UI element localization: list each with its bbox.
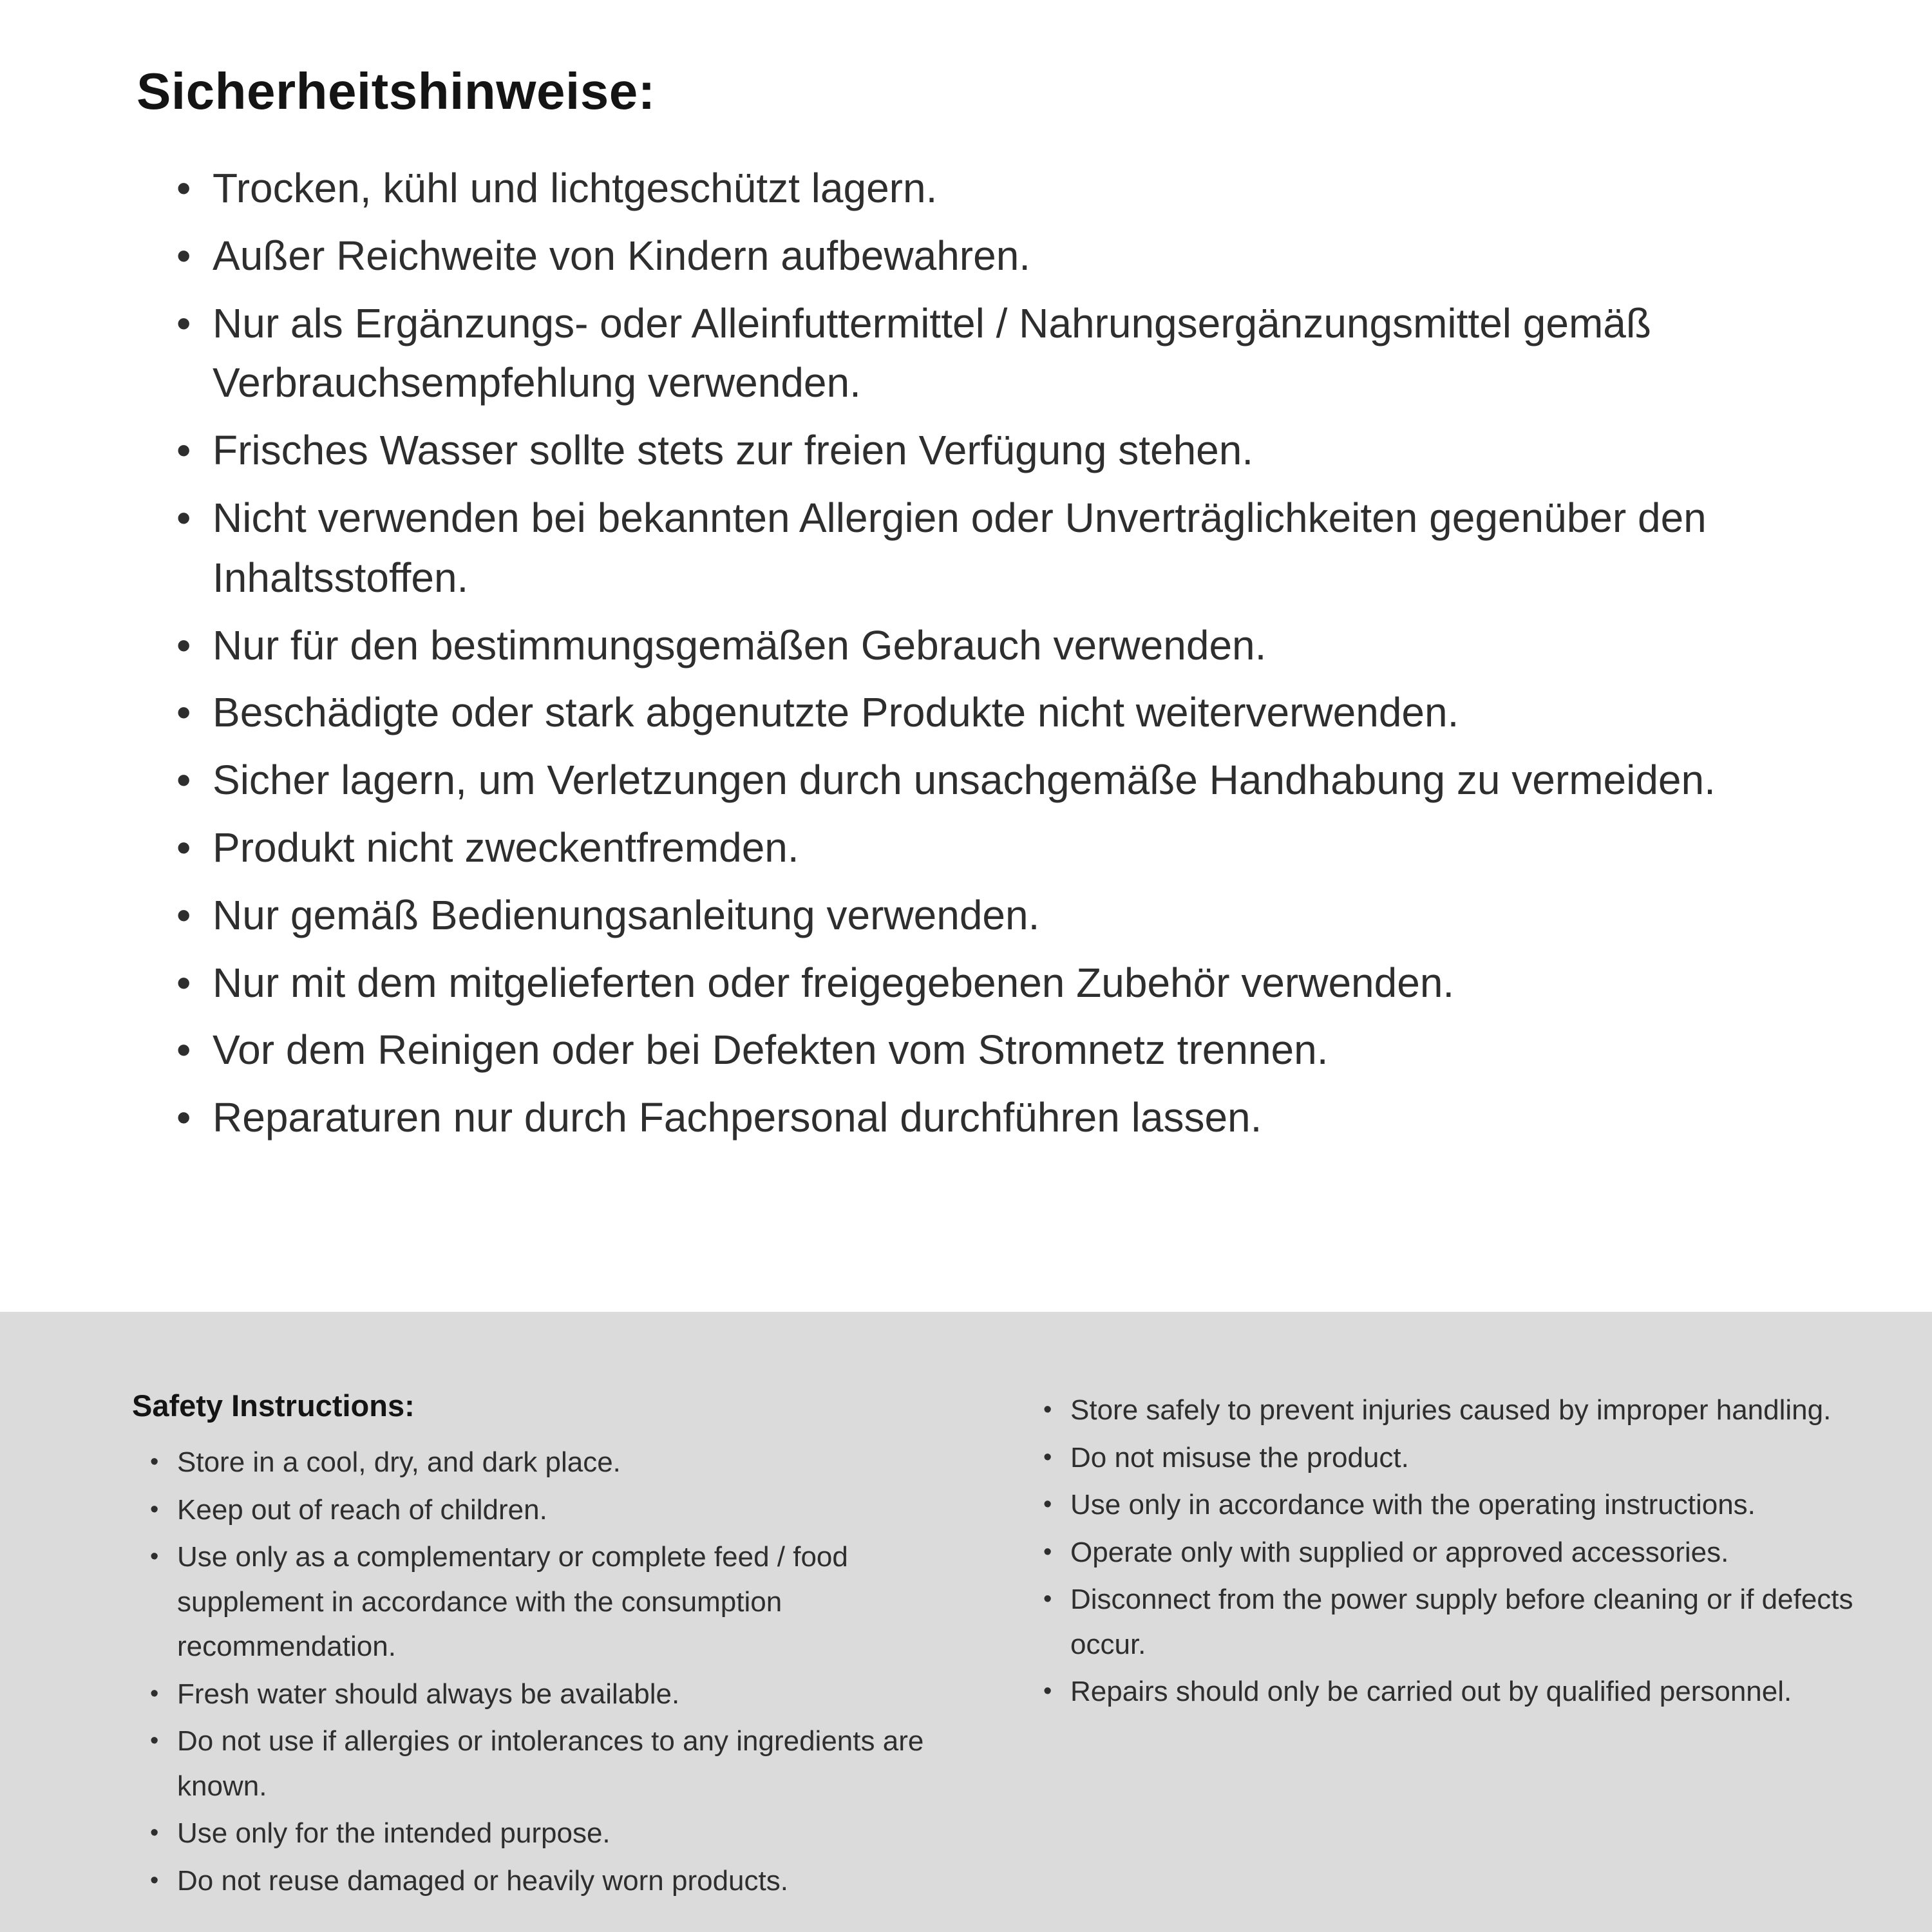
english-safety-item [150, 1719, 982, 1808]
german-safety-item [176, 886, 1829, 945]
german-safety-item [176, 488, 1829, 608]
english-right-column [1043, 1388, 1855, 1717]
german-safety-item-text: Trocken, kühl und lichtgeschützt lagern. [213, 165, 938, 211]
english-safety-item-text: Keep out of reach of children. [177, 1493, 547, 1526]
german-safety-item-text: Außer Reichweite von Kindern aufbewahren. [213, 232, 1031, 279]
german-safety-item-text: Nur gemäß Bedienungsanleitung verwenden. [213, 891, 1040, 938]
german-safety-list [137, 158, 1829, 1148]
german-safety-item-text: Produkt nicht zweckentfremden. [213, 824, 799, 871]
german-safety-item [176, 1020, 1829, 1080]
english-safety-item [1043, 1577, 1855, 1667]
german-safety-item-text: Vor dem Reinigen oder bei Defekten vom Stromnetz trennen. [213, 1027, 1329, 1074]
english-safety-item [150, 1488, 982, 1533]
english-safety-item-text: Fresh water should always be available. [177, 1678, 680, 1710]
german-safety-item-text: Nicht verwenden bei bekannten Allergien oder Unverträglichkeiten gegenüber den Inhaltsstoffen. [213, 494, 1707, 601]
english-safety-item [1043, 1669, 1855, 1714]
english-safety-item [150, 1859, 982, 1904]
english-safety-item-text: Repairs should only be carried out by qualified personnel. [1070, 1676, 1792, 1708]
german-safety-item-text: Sicher lagern, um Verletzungen durch unsachgemäße Handhabung zu vermeiden. [213, 757, 1716, 804]
english-safety-item-text: Do not misuse the product. [1070, 1441, 1409, 1473]
english-safety-section [0, 1312, 1932, 1932]
german-safety-item-text: Beschädigte oder stark abgenutzte Produkte nicht weiterverwenden. [213, 689, 1459, 736]
english-safety-item-text: Use only for the intended purpose. [177, 1817, 611, 1850]
english-columns [132, 1388, 1853, 1906]
german-safety-item [176, 158, 1829, 218]
english-left-list [132, 1440, 982, 1903]
german-safety-item-text: Nur mit dem mitgelieferten oder freigegebenen Zubehör verwenden. [213, 959, 1455, 1006]
german-safety-item-text: Nur für den bestimmungsgemäßen Gebrauch verwenden. [213, 621, 1267, 668]
german-heading: Sicherheitshinweise: [137, 62, 656, 120]
german-safety-item [176, 421, 1829, 480]
english-right-list [1043, 1388, 1855, 1714]
german-safety-item-text: Reparaturen nur durch Fachpersonal durchführen lassen. [213, 1094, 1262, 1141]
german-safety-item [176, 683, 1829, 743]
english-safety-item [150, 1535, 982, 1669]
english-safety-item-text: Do not use if allergies or intolerances to any ingredients are known. [177, 1725, 924, 1802]
english-safety-item [150, 1672, 982, 1717]
english-safety-item [1043, 1435, 1855, 1481]
english-safety-item-text: Use only as a complementary or complete feed / food supplement in accordance with the consumption recommendation. [177, 1541, 848, 1663]
german-safety-item [176, 750, 1829, 810]
english-safety-item [150, 1811, 982, 1856]
german-safety-item [176, 1088, 1829, 1148]
german-safety-item [176, 226, 1829, 286]
english-safety-item [1043, 1482, 1855, 1528]
english-safety-item-text: Store in a cool, dry, and dark place. [177, 1446, 621, 1478]
german-safety-item [176, 953, 1829, 1013]
german-safety-item [176, 616, 1829, 676]
english-safety-item [1043, 1530, 1855, 1575]
english-safety-item-text: Store safely to prevent injuries caused by improper handling. [1070, 1394, 1832, 1426]
german-safety-item [176, 294, 1829, 413]
english-safety-item-text: Use only in accordance with the operating instructions. [1070, 1489, 1756, 1521]
german-safety-item-text: Nur als Ergänzungs- oder Alleinfuttermittel / Nahrungsergänzungsmittel gemäß Verbrauchsempfehlung verwenden. [213, 299, 1651, 406]
english-heading: Safety Instructions: [132, 1388, 415, 1423]
english-safety-item-text: Disconnect from the power supply before cleaning or if defects occur. [1070, 1584, 1853, 1660]
german-safety-item [176, 818, 1829, 878]
english-safety-item [1043, 1388, 1855, 1433]
english-safety-item [150, 1440, 982, 1485]
german-safety-item-text: Frisches Wasser sollte stets zur freien Verfügung stehen. [213, 427, 1254, 474]
english-safety-item-text: Operate only with supplied or approved accessories. [1070, 1536, 1729, 1568]
english-safety-item-text: Do not reuse damaged or heavily worn products. [177, 1864, 788, 1897]
english-left-column [132, 1388, 982, 1906]
